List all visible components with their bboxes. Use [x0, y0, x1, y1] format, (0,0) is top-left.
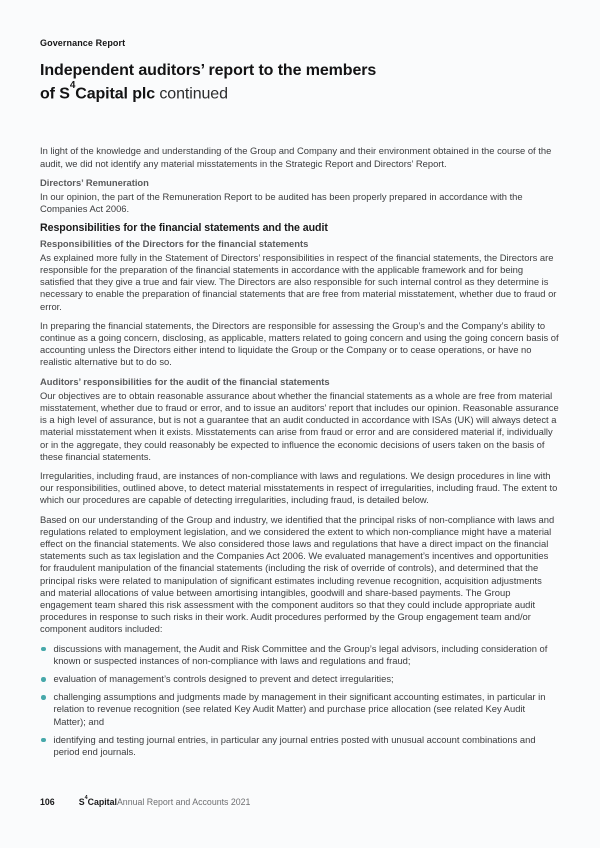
paragraph: Based on our understanding of the Group and industry, we identified that the principal risks of non-compliance with laws and regulations related to employment legislation, and we considered the extent to which non-compliance might have a material effect on the financial statements. We also considered those laws and regulations that have a direct impact on the financial statements such as tax legislation and the Companies Act 2006. We evaluated management’s incentives and opportunities for fraudulent manipulation of the financial statements (including the risk of override of controls), and determined that the principal risks were related to manipulation of significant estimates including revenue recognition, acquisition adjustments and material allocations of value between amortising intangibles, goodwill and share-based payments. The Group engagement team shared this risk assessment with the component auditors so that they could include appropriate audit procedures in response to such risks in their work. Audit procedures performed by the Group engagement team and/or component auditors included: [40, 513, 555, 635]
page-footer [40, 794, 251, 807]
paragraph: In preparing the financial statements, the Directors are responsible for assessing the Group’s and the Company’s ability to continue as a going concern, disclosing, as applicable, matters related to going concern and using the going concern basis of accounting unless the Directors either intend to liquidate the Group or the Company or to cease operations, or have no realistic alternative but to do so. [40, 319, 559, 368]
bullet-marker-icon [41, 695, 46, 700]
section-heading-responsibilities: Responsibilities for the financial statements and the audit [40, 222, 328, 235]
paragraph: In light of the knowledge and understanding of the Group and Company and their environment obtained in the course of the audit, we did not identify any material misstatements in the Strategic Report and Directors’ Report. [40, 145, 552, 169]
bullet-marker-icon [41, 647, 46, 652]
subsection-heading-auditors-responsibilities: Auditors’ responsibilities for the audit of the financial statements [40, 375, 330, 387]
section-label: Governance Report [40, 38, 126, 48]
paragraph: Irregularities, including fraud, are instances of non-compliance with laws and regulations. We design procedures in line with our responsibilities, outlined above, to detect material misstatements in respect of irregularities, including fraud. The extent to which our procedures are capable of detecting irregularities, including fraud, is detailed below. [40, 470, 558, 506]
superscript-4: 4 [69, 79, 76, 91]
bullet-list [40, 643, 560, 759]
page-title-continued: continued [155, 85, 228, 103]
page-number: 106 [40, 797, 55, 807]
paragraph: As explained more fully in the Statement of Directors’ responsibilities in respect of the financial statements, the Directors are responsible for the preparation of the financial statements in accordance with the applicable framework and for being satisfied that they give a true and fair view. The Directors are also responsible for such internal control as they determine is necessary to enable the preparation of financial statements that are free from material misstatement, whether due to fraud or error. [40, 251, 557, 312]
bullet-item [40, 691, 560, 728]
bullet-item [40, 643, 560, 667]
bullet-text: discussions with management, the Audit and Risk Committee and the Group’s legal advisors, including consideration of known or suspected instances of non-compliance with laws and regulations and fraud; [53, 642, 548, 666]
paragraph: In our opinion, the part of the Remuneration Report to be audited has been properly prepared in accordance with the Companies Act 2006. [40, 190, 523, 215]
bullet-item [40, 734, 560, 758]
page-title [40, 61, 560, 103]
bullet-marker-icon [41, 738, 46, 743]
page-title-line2-pre: of S [40, 85, 70, 103]
footer-brand-post: Capital [87, 797, 117, 807]
bullet-text: evaluation of management’s controls designed to prevent and detect irregularities; [53, 673, 394, 685]
bullet-text: identifying and testing journal entries, in particular any journal entries posted with unusual account combinations and period end journals. [53, 733, 536, 758]
paragraph: Our objectives are to obtain reasonable assurance about whether the financial statements as a whole are free from material misstatement, whether due to fraud or error, and to issue an auditors’ report that includes our opinion. Reasonable assurance is a high level of assurance, but is not a guarantee that an audit conducted in accordance with ISAs (UK) will always detect a material misstatement when it exists. Misstatements can arise from fraud or error and are considered material if, individually or in the aggregate, they could reasonably be expected to influence the economic decisions of users taken on the basis of these financial statements. [40, 389, 559, 462]
page-title-line2-post: Capital plc [75, 85, 156, 103]
footer-superscript-4: 4 [84, 794, 88, 801]
footer-brand [78, 794, 117, 807]
footer-brand-pre: S [78, 797, 85, 807]
subsection-heading-directors-remuneration: Directors’ Remuneration [40, 176, 149, 188]
subsection-heading-directors-responsibilities: Responsibilities of the Directors for the financial statements [40, 237, 309, 249]
bullet-text: challenging assumptions and judgments made by management in their significant accounting estimates, in particular in relation to revenue recognition (see related Key Audit Matter) and purchase price allocation (see related Key Audit Matter); and [53, 691, 546, 727]
bullet-item [40, 673, 560, 685]
page-title-line1: Independent auditors’ report to the members [40, 62, 377, 79]
bullet-marker-icon [41, 677, 46, 682]
footer-report-title: Annual Report and Accounts 2021 [116, 797, 251, 807]
report-body [40, 145, 560, 758]
